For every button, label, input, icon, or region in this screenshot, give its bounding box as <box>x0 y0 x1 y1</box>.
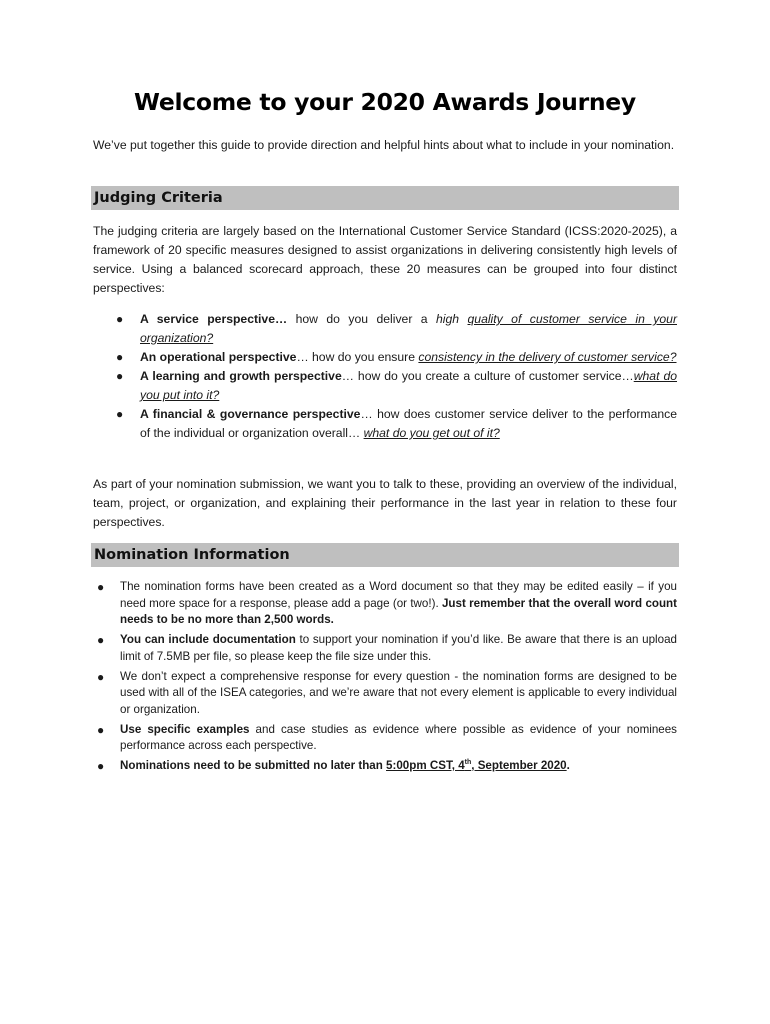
perspective-label: A service perspective… <box>140 312 288 326</box>
perspective-label: An operational perspective <box>140 350 297 364</box>
perspective-label: A financial & governance perspective <box>140 407 361 421</box>
perspective-question: what do you put into it? <box>140 369 678 402</box>
bullet-icon: ● <box>116 312 124 326</box>
perspective-question: what do you get out of it? <box>363 426 500 440</box>
page-title: Welcome to your 2020 Awards Journey <box>134 88 636 116</box>
bullet-icon: ● <box>97 722 105 737</box>
perspective-question: quality of customer service in your organization? <box>140 312 677 345</box>
bullet-icon: ● <box>116 407 124 421</box>
intro-paragraph: We’ve put together this guide to provide direction and helpful hints about what to include in your nomination. <box>93 138 675 152</box>
bullet-icon: ● <box>116 369 124 383</box>
list-item <box>93 405 677 443</box>
perspective-text: how do you deliver a <box>287 312 437 326</box>
item-text: and case studies as evidence where possible as evidence of your nominees performance across each perspective. <box>120 722 677 752</box>
list-item <box>93 579 677 629</box>
bullet-icon: ● <box>97 580 105 594</box>
perspective-text: … how does customer service deliver to the performance of the individual or organization overall… <box>140 407 678 440</box>
list-item <box>93 632 677 665</box>
deadline-end: . <box>566 759 570 772</box>
deadline-lead: Nominations need to be submitted no later than <box>120 759 387 772</box>
perspective-emphasis: high <box>436 312 460 326</box>
deadline-date-part: , September 2020 <box>471 759 567 772</box>
deadline-date <box>386 759 567 772</box>
item-emphasis: Use specific examples <box>120 722 250 736</box>
perspectives-list <box>93 310 677 443</box>
deadline-date-part: 5:00pm CST, 4 <box>386 759 465 772</box>
item-emphasis: You can include documentation <box>120 633 296 646</box>
deadline-text <box>120 759 570 772</box>
list-item <box>93 722 677 755</box>
section-heading-nomination: Nomination Information <box>91 543 679 567</box>
list-item <box>93 310 677 348</box>
list-item <box>93 367 677 405</box>
item-text: The nomination forms have been created as a Word document so that they may be edited easily – if you need more space for a response, please add a page (or two!). <box>120 580 677 610</box>
perspective-text: … how do you create a culture of customer service… <box>341 369 634 383</box>
perspective-label: A learning and growth perspective <box>140 369 342 383</box>
bullet-icon: ● <box>116 350 124 364</box>
perspective-text: … how do you ensure <box>296 350 419 364</box>
bullet-icon: ● <box>97 759 105 773</box>
section-heading-judging: Judging Criteria <box>91 186 679 210</box>
list-item <box>93 758 677 775</box>
list-item <box>93 348 677 367</box>
list-item <box>93 669 677 719</box>
nomination-info-list <box>93 579 677 778</box>
bullet-icon: ● <box>97 669 105 684</box>
bullet-icon: ● <box>97 633 105 647</box>
item-text: We don’t expect a comprehensive response for every question - the nomination forms are designed to be used with all of the ISEA categories, and we’re aware that not every element is applicable to every individual or organization. <box>120 669 677 716</box>
perspective-question: consistency in the delivery of customer service? <box>418 350 677 364</box>
item-text: to support your nomination if you’d like. Be aware that there is an upload limit of 7.5MB per file, so please keep the file size under this. <box>120 633 677 663</box>
item-emphasis: Just remember that the overall word count needs to be no more than 2,500 words. <box>120 596 677 626</box>
judging-closing-paragraph: As part of your nomination submission, we want you to talk to these, providing an overview of the individual, team, project, or organization, and explaining their performance in the last year in relation to these four perspectives. <box>93 477 677 529</box>
judging-intro-paragraph: The judging criteria are largely based on the International Customer Service Standard (ICSS:2020-2025), a framework of 20 specific measures designed to assist organizations in delivering consistently high levels of service. Using a balanced scorecard approach, these 20 measures can be grouped into four distinct perspectives: <box>93 224 677 295</box>
deadline-ordinal: th <box>464 759 472 767</box>
